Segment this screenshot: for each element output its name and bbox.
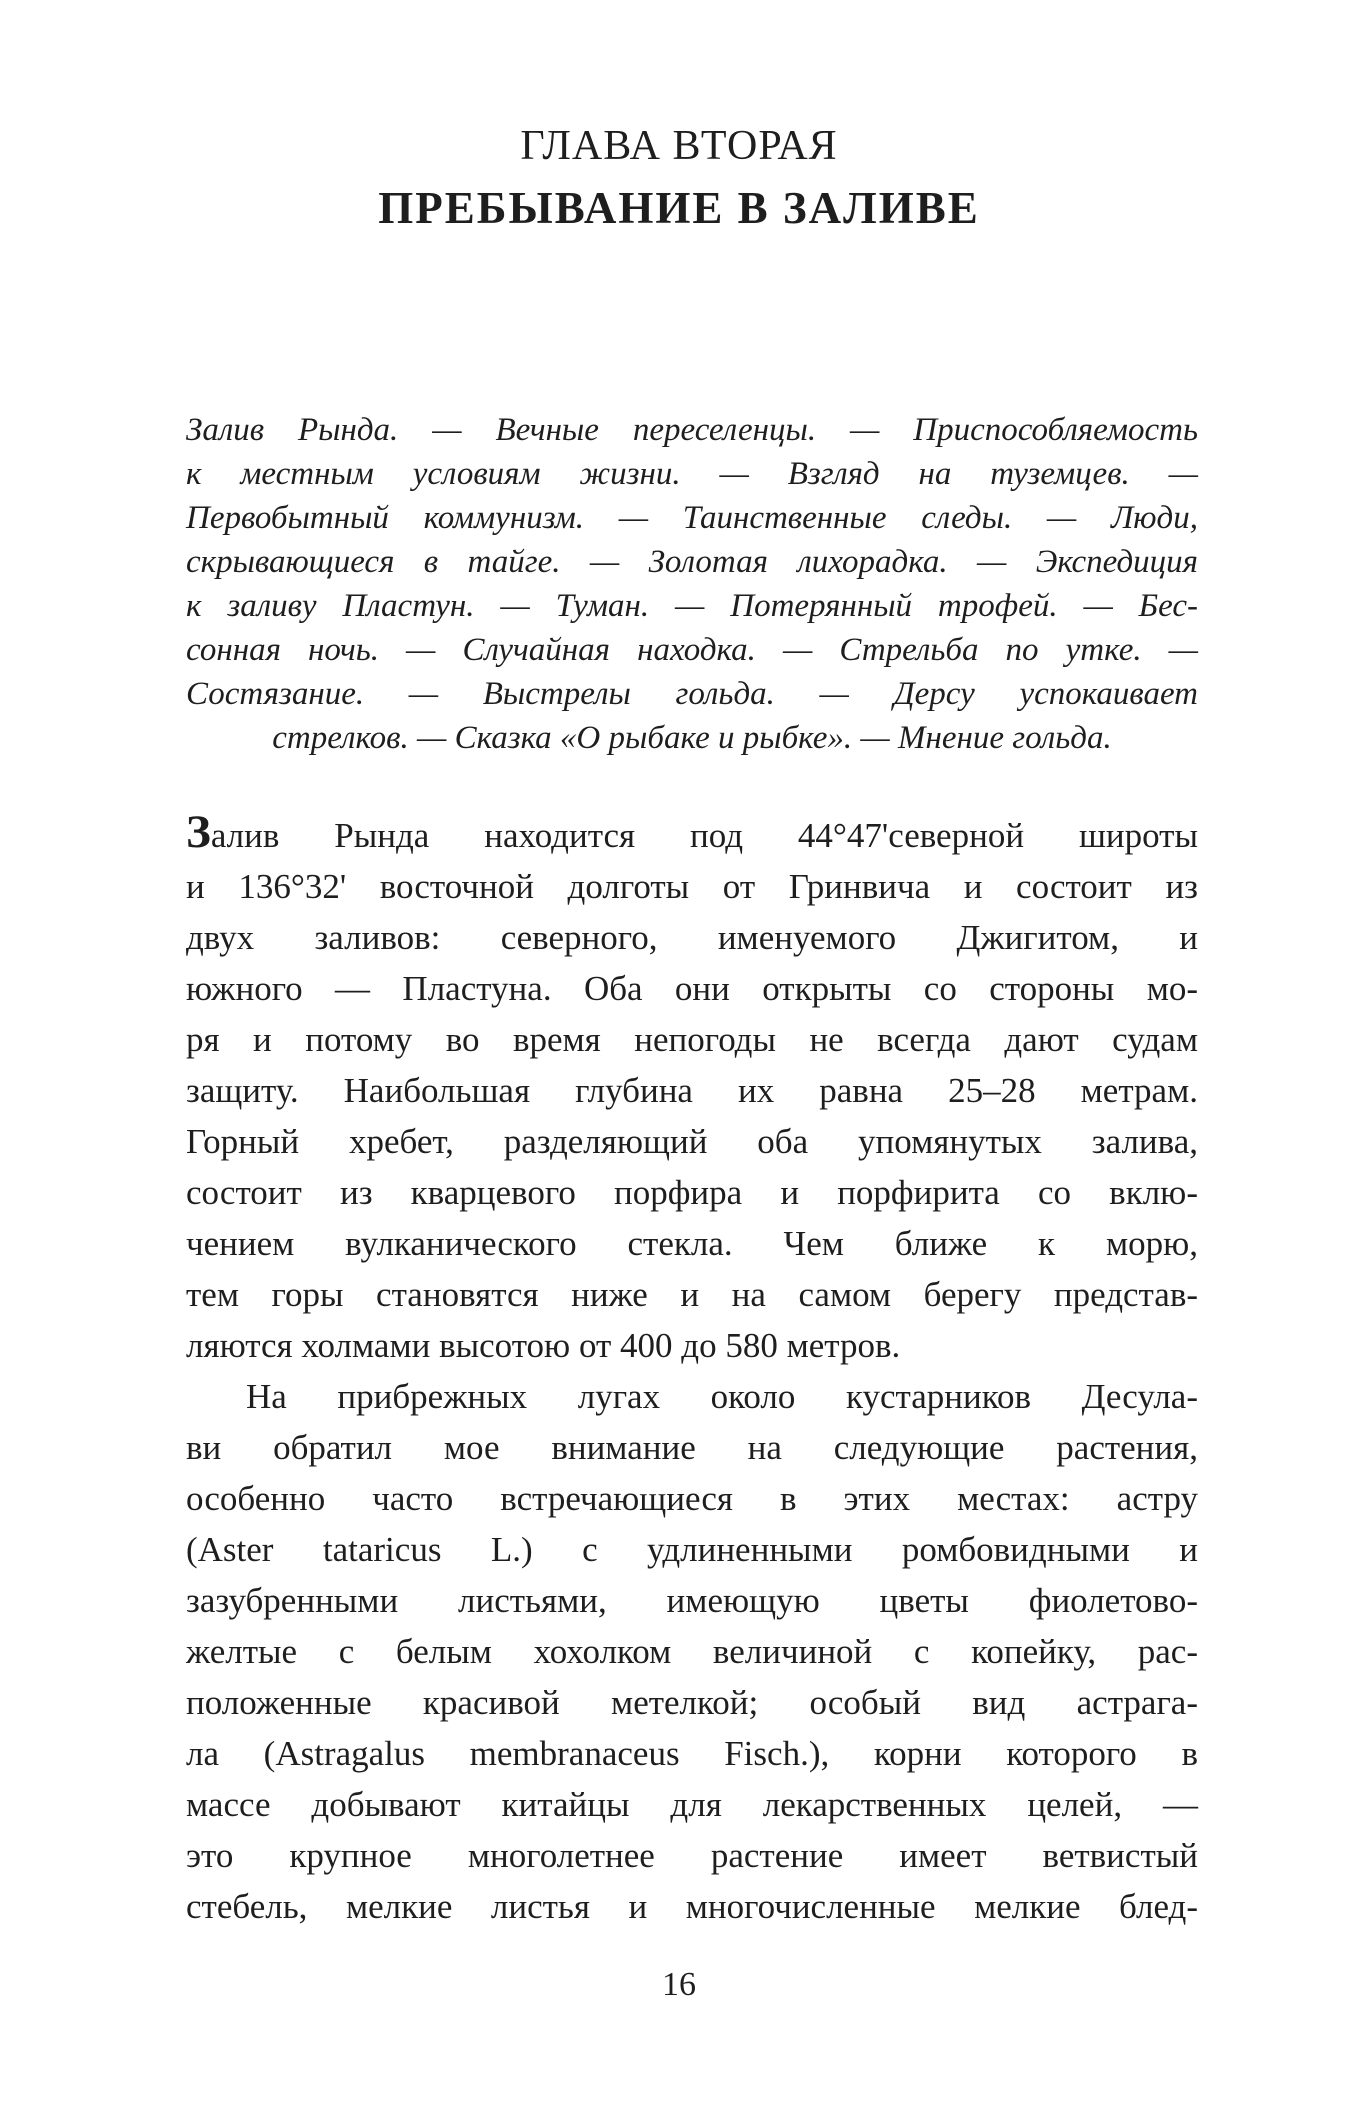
chapter-label: ГЛАВА ВТОРАЯ xyxy=(520,123,838,169)
text-line: положенные красивой метелкой; особый вид астрага- xyxy=(186,1683,1198,1722)
text-line: массе добывают китайцы для лекарственных целей, — xyxy=(186,1785,1198,1824)
text-line: стебель, мелкие листья и многочисленные мелкие блед- xyxy=(186,1887,1198,1926)
body-text xyxy=(186,806,1198,1932)
text-line: южного — Пластуна. Оба они открыты со стороны мо- xyxy=(186,969,1198,1008)
synopsis-line: к местным условиям жизни. — Взгляд на туземцев. — xyxy=(186,456,1198,492)
synopsis-line: к заливу Пластун. — Туман. — Потерянный трофей. — Бес- xyxy=(186,588,1198,624)
text-line: зазубренными листьями, имеющую цветы фиолетово- xyxy=(186,1581,1198,1620)
text-line: (Aster tataricus L.) с удлиненными ромбовидными и xyxy=(186,1530,1198,1569)
text-line: ляются холмами высотою от 400 до 580 метров. xyxy=(186,1326,901,1365)
synopsis-line: Состязание. — Выстрелы гольда. — Дерсу успокаивает xyxy=(186,676,1198,712)
text-line: состоит из кварцевого порфира и порфирита со вклю- xyxy=(186,1173,1198,1212)
text-line: желтые с белым хохолком величиной с копейку, рас- xyxy=(186,1632,1198,1671)
text-line: защиту. Наибольшая глубина их равна 25–28 метрам. xyxy=(186,1071,1198,1110)
synopsis-line: сонная ночь. — Случайная находка. — Стрельба по утке. — xyxy=(186,632,1198,668)
page-number: 16 xyxy=(662,1966,696,2003)
text-line: ря и потому во время непогоды не всегда дают судам xyxy=(186,1020,1198,1059)
drop-cap: З xyxy=(186,806,211,858)
text-line: ви обратил мое внимание на следующие растения, xyxy=(186,1428,1198,1467)
text-line: На прибрежных лугах около кустарников Десула- xyxy=(246,1377,1198,1416)
chapter-title: ПРЕБЫВАНИЕ В ЗАЛИВЕ xyxy=(378,183,980,233)
text-line: это крупное многолетнее растение имеет ветвистый xyxy=(186,1836,1198,1875)
text-line: тем горы становятся ниже и на самом берегу представ- xyxy=(186,1275,1198,1314)
synopsis-line: Залив Рында. — Вечные переселенцы. — Приспособляемость xyxy=(186,412,1198,448)
synopsis-line: стрелков. — Сказка «О рыбаке и рыбке». — Мнение гольда. xyxy=(272,720,1112,756)
first-line-text: алив Рында находится под 44°47'северной широты xyxy=(210,816,1198,855)
text-line: ла (Astragalus membranaceus Fisch.), корни которого в xyxy=(186,1734,1198,1773)
paragraph-first-line xyxy=(186,806,1198,861)
text-line: особенно часто встречающиеся в этих местах: астру xyxy=(186,1479,1198,1518)
text-line: двух заливов: северного, именуемого Джигитом, и xyxy=(186,918,1198,957)
chapter-synopsis xyxy=(186,408,1198,760)
synopsis-line: Первобытный коммунизм. — Таинственные следы. — Люди, xyxy=(186,500,1198,536)
text-line: чением вулканического стекла. Чем ближе к морю, xyxy=(186,1224,1198,1263)
synopsis-line: скрывающиеся в тайге. — Золотая лихорадка. — Экспедиция xyxy=(186,544,1198,580)
text-line: Горный хребет, разделяющий оба упомянутых залива, xyxy=(186,1122,1198,1161)
text-line: и 136°32' восточной долготы от Гринвича и состоит из xyxy=(186,867,1198,906)
